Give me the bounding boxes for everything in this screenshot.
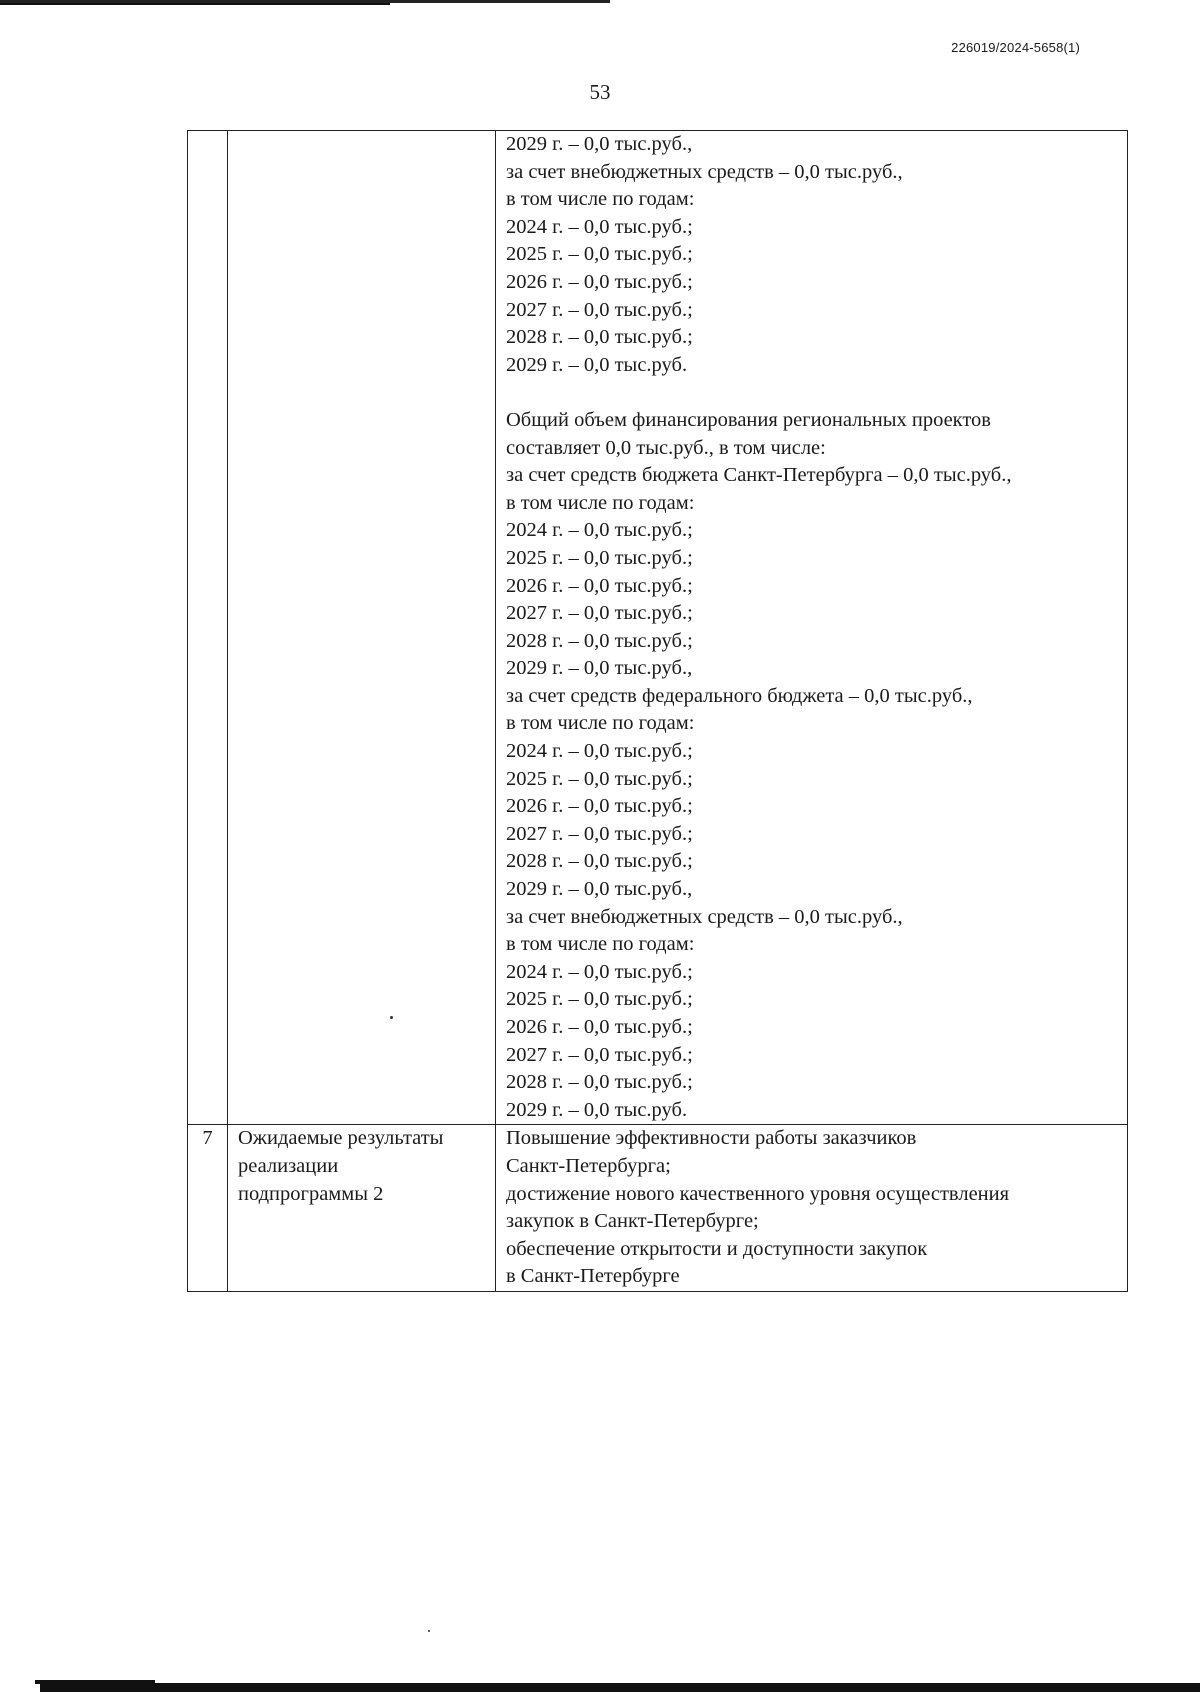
financing-line: 2027 г. – 0,0 тыс.руб.; [506,822,693,845]
result-line: закупок в Санкт-Петербурге; [506,1210,759,1233]
financing-line: 2028 г. – 0,0 тыс.руб.; [506,850,693,873]
label-line: реализации [238,1154,339,1177]
financing-line: 2027 г. – 0,0 тыс.руб.; [506,602,693,625]
financing-line: составляет 0,0 тыс.руб., в том числе: [506,436,826,459]
financing-line: 2026 г. – 0,0 тыс.руб.; [506,270,693,293]
financing-line: 2025 г. – 0,0 тыс.руб.; [506,243,693,266]
financing-line: 2025 г. – 0,0 тыс.руб.; [506,988,693,1011]
financing-line: 2025 г. – 0,0 тыс.руб.; [506,767,693,790]
financing-line: 2024 г. – 0,0 тыс.руб.; [506,740,693,763]
financing-line: 2028 г. – 0,0 тыс.руб.; [506,629,693,652]
label-cell [228,131,496,1125]
financing-line: 2026 г. – 0,0 тыс.руб.; [506,574,693,597]
result-line: Санкт-Петербурга; [506,1154,671,1177]
document-id: 226019/2024-5658(1) [951,40,1080,55]
financing-line: за счет внебюджетных средств – 0,0 тыс.руб., [506,160,903,183]
page-number: 53 [589,80,611,104]
financing-line: 2026 г. – 0,0 тыс.руб.; [506,795,693,818]
financing-line: за счет внебюджетных средств – 0,0 тыс.руб., [506,905,903,928]
financing-content-cell [496,131,1128,1125]
result-line: в Санкт-Петербурге [506,1265,680,1288]
table-row-7 [188,1125,1128,1292]
result-line: Повышение эффективности работы заказчиков [506,1127,917,1150]
scan-speck [390,1016,393,1019]
label-line: Ожидаемые результаты [238,1127,444,1150]
row-label-cell [228,1125,496,1292]
financing-line: 2027 г. – 0,0 тыс.руб.; [506,1043,693,1066]
financing-line: 2025 г. – 0,0 тыс.руб.; [506,546,693,569]
financing-line: 2027 г. – 0,0 тыс.руб.; [506,298,693,321]
expected-results-cell [496,1125,1128,1292]
financing-line: 2024 г. – 0,0 тыс.руб.; [506,960,693,983]
result-line: достижение нового качественного уровня осуществления [506,1182,1010,1205]
financing-line: 2024 г. – 0,0 тыс.руб.; [506,519,693,542]
table-row-continuation [188,131,1128,1125]
financing-line: Общий объем финансирования региональных проектов [506,408,991,431]
scan-bottom-edge [40,1683,1200,1692]
financing-line: в том числе по годам: [506,933,695,956]
label-line: подпрограммы 2 [238,1182,384,1205]
financing-line: в том числе по годам: [506,712,695,735]
financing-line: 2029 г. – 0,0 тыс.руб. [506,1098,688,1121]
financing-line: 2029 г. – 0,0 тыс.руб., [506,133,693,155]
financing-line: 2028 г. – 0,0 тыс.руб.; [506,326,693,349]
scan-speck [428,1630,430,1632]
scan-top-line [0,0,610,3]
row-number: 7 [188,1125,228,1292]
financing-line: за счет средств федерального бюджета – 0,0 тыс.руб., [506,684,973,707]
financing-line: 2028 г. – 0,0 тыс.руб.; [506,1071,693,1094]
financing-line: 2026 г. – 0,0 тыс.руб.; [506,1016,693,1038]
blank-line [506,379,1121,407]
financing-line: 2029 г. – 0,0 тыс.руб., [506,657,693,680]
financing-line: 2029 г. – 0,0 тыс.руб., [506,878,693,901]
financing-line: в том числе по годам: [506,188,695,211]
financing-line: в том числе по годам: [506,491,695,514]
financing-line: 2029 г. – 0,0 тыс.руб. [506,353,688,376]
result-line: обеспечение открытости и доступности закупок [506,1237,928,1260]
financing-line: за счет средств бюджета Санкт-Петербурга – 0,0 тыс.руб., [506,464,1012,487]
number-cell [188,131,228,1125]
financing-line: 2024 г. – 0,0 тыс.руб.; [506,215,693,238]
program-passport-table [187,130,1128,1292]
